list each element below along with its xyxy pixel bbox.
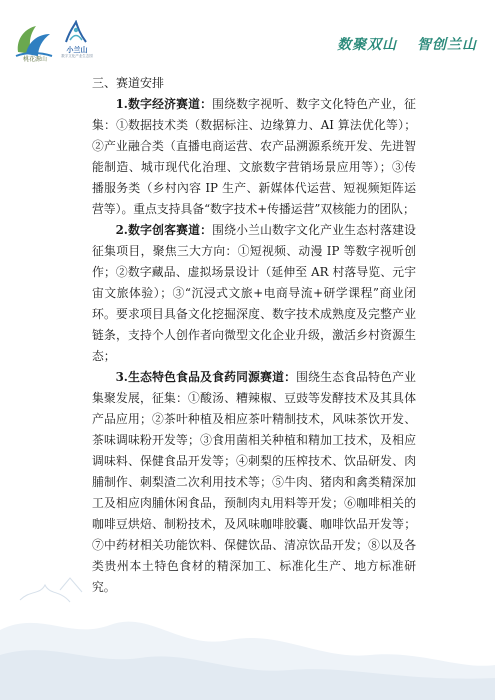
- track-paragraph-2: [92, 220, 416, 367]
- logo-left-text: 桃花源山: [22, 56, 47, 63]
- section-title-text: 三、赛道安排: [92, 76, 165, 90]
- track-heading-1: 1.数字经济赛道：: [115, 97, 213, 111]
- track-paragraph-3: [92, 367, 416, 598]
- logo-right-name: 小兰山: [66, 46, 88, 54]
- track-paragraph-1: [92, 94, 416, 220]
- document-body: [92, 72, 416, 598]
- track-heading-2: 2.数字创客赛道：: [115, 223, 213, 237]
- track-body-1: 围绕数字视听、数字文化特色产业，征集：①数据技术类（数据标注、边缘算力、AI 算法优化等）；②产业融合类（直播电商运营、农产品溯源系统开发、先进智能制造、城市现代化治理、文旅数字营销场景应用等）；③传播服务类（乡村內容 IP 生产、新媒体代运营、短视频矩阵运营等）。重点支持具备“数字技术+传播运营”双核能力的团队；: [92, 97, 416, 216]
- section-title: [92, 72, 416, 94]
- slogan-part-2: 智创兰山: [417, 37, 477, 53]
- header-slogan: [337, 34, 477, 54]
- track-heading-3: 3.生态特色食品及食药同源赛道：: [115, 370, 297, 384]
- orchid-logo-icon: [62, 20, 90, 44]
- slogan-part-1: 数聚双山: [337, 37, 398, 53]
- track-body-2: 围绕小兰山数字文化产业生态村落建设征集项目，聚焦三大方向：①短视频、动漫 IP 等数字视听创作；②数字藏品、虚拟场景设计（延伸至 AR 村落导览、元宇宙文旅体验）；③“沉浸式文旅+电商导流+研学课程”商业闭环。要求项目具备文化挖掘深度、数字技术成熟度及完整产业链条，支持个人创作者向微型文化企业升级，激活乡村资源生态；: [92, 223, 416, 363]
- logo-right-subtitle: 数字文化产业生态园: [61, 54, 93, 58]
- page-header: [0, 0, 495, 72]
- mountain-wave-decoration: [0, 570, 495, 700]
- track-body-3: 围绕生态食品特色产业集聚发展，征集：①酸汤、糟辣椒、豆豉等发酵技术及其具体产品应用；②茶叶种植及相应茶叶精制技术，风味茶饮开发、茶味调味粉开发等；③食用菌相关种植和精加工技术，及相应调味料、保健食品开发等；④刺梨的压榨技术、饮品研发、肉脯制作、刺梨渣二次利用技术等；⑤牛肉、猪肉和禽类精深加工及相应肉脯休闲食品，预制肉丸用料等开发；⑥咖啡相关的咖啡豆烘焙、制粉技术，及风味咖啡胶囊、咖啡饮品开发等；⑦中药材相关功能饮料、保健饮品、清凉饮品开发；⑧以及各类贵州本土特色食材的精深加工、标准化生产、地方标准研究。: [92, 370, 416, 594]
